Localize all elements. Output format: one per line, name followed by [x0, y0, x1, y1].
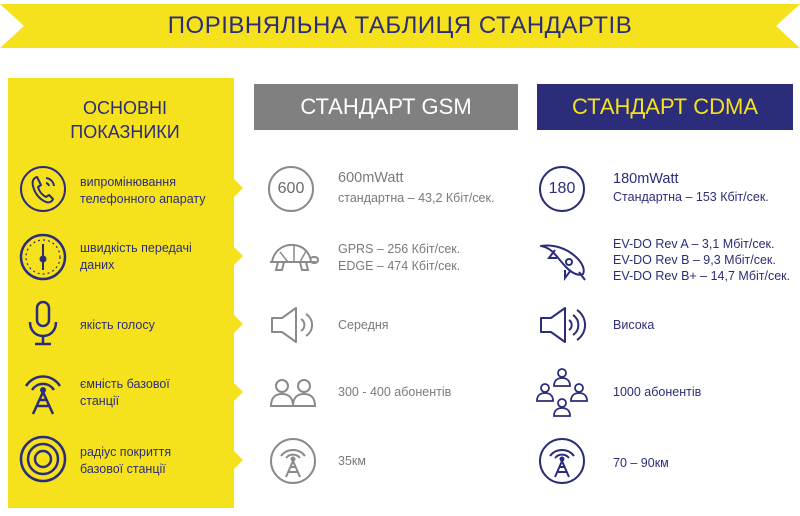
radius-icon — [18, 434, 68, 484]
gsm-value: GPRS – 256 Кбіт/сек. EDGE – 474 Кбіт/сек. — [338, 242, 461, 273]
row-label: швидкість передачі даних — [80, 241, 192, 272]
turtle-icon — [266, 232, 320, 286]
gsm-power-badge: 600 — [268, 166, 314, 212]
cdma-value: Висока — [613, 318, 655, 332]
microphone-icon — [18, 298, 68, 348]
left-header-line: ПОКАЗНИКИ — [70, 122, 180, 142]
row-notch — [234, 383, 243, 401]
gsm-header: СТАНДАРТ GSM — [254, 84, 518, 130]
row-label: ємність базової станції — [80, 377, 170, 408]
cdma-power-badge: 180 — [539, 166, 585, 212]
row-label: радіус покриття базової станції — [80, 445, 172, 476]
speedometer-icon — [18, 232, 68, 282]
cdma-header: СТАНДАРТ CDMA — [537, 84, 793, 130]
speaker-icon — [535, 298, 589, 352]
row-notch — [234, 247, 243, 265]
cdma-value: 1000 абонентів — [613, 385, 702, 399]
left-header-line: ОСНОВНІ — [82, 98, 167, 118]
row-notch — [234, 451, 243, 469]
gsm-value: 35км — [338, 454, 366, 468]
row-label: якість голосу — [80, 318, 155, 332]
cdma-value: 70 – 90км — [613, 456, 669, 470]
gsm-value: Середня — [338, 318, 389, 332]
users-icon — [266, 366, 320, 420]
gsm-value: 300 - 400 абонентів — [338, 385, 452, 399]
row-notch — [234, 179, 243, 197]
cdma-value: EV-DO Rev A – 3,1 Мбіт/сек. EV-DO Rev B – 9,3 Мбіт/сек. EV-DO Rev B+ – 14,7 Мбіт/сек. — [613, 237, 791, 283]
speaker-icon — [266, 298, 320, 352]
antenna-circle-icon — [266, 434, 320, 488]
phone-icon — [18, 164, 68, 214]
cdma-value: 180mWatt Стандартна – 153 Кбіт/сек. — [613, 171, 769, 204]
left-header — [60, 96, 190, 144]
users-group-icon — [535, 366, 589, 420]
page-title: ПОРІВНЯЛЬНА ТАБЛИЦЯ СТАНДАРТІВ — [167, 12, 633, 39]
antenna-circle-icon — [535, 434, 589, 488]
antenna-icon — [18, 366, 68, 416]
gsm-value: 600mWatt стандартна – 43,2 Кбіт/сек. — [338, 170, 495, 205]
row-notch — [234, 315, 243, 333]
rocket-icon — [535, 232, 589, 286]
row-label: випромінювання телефонного апарату — [80, 175, 206, 206]
